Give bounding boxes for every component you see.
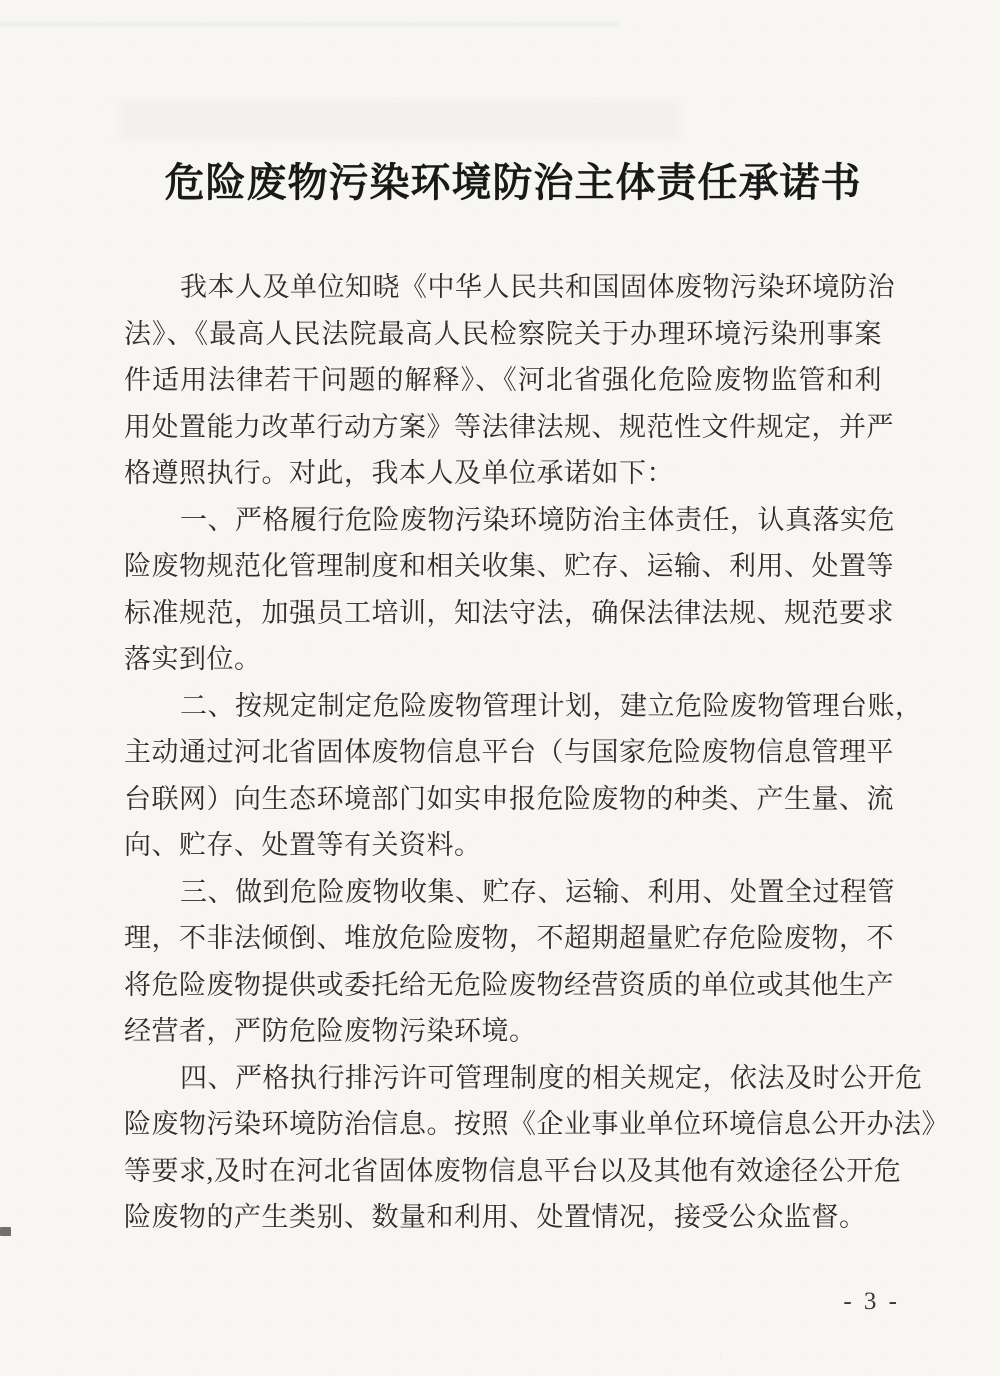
text-line: 等要求,及时在河北省固体废物信息平台以及其他有效途径公开危 xyxy=(124,1155,902,1186)
text-line: 法》、《最高人民法院最高人民检察院关于办理环境污染刑事案 xyxy=(124,318,882,349)
document-title: 危险废物污染环境防治主体责任承诺书 xyxy=(164,160,862,205)
text-line: 我本人及单位知晓《中华人民共和国固体废物污染环境防治 xyxy=(180,272,895,302)
text-line: 落实到位。 xyxy=(124,644,262,674)
text-line: 险废物污染环境防治信息。按照《企业事业单位环境信息公开办法》 xyxy=(124,1109,949,1139)
text-line: 险废物规范化管理制度和相关收集、贮存、运输、利用、处置等 xyxy=(124,551,894,581)
text-line: 二、按规定制定危险废物管理计划，建立危险废物管理台账， xyxy=(180,690,923,721)
page-number: - 3 - xyxy=(843,1288,900,1315)
scan-artifact xyxy=(0,22,620,27)
text-line: 理，不非法倾倒、堆放危险废物，不超期超量贮存危险废物，不 xyxy=(124,923,894,953)
body-text xyxy=(124,264,949,1241)
text-line: 台联网）向生态环境部门如实申报危险废物的种类、产生量、流 xyxy=(124,783,894,814)
scan-artifact xyxy=(0,1227,11,1236)
text-line: 经营者，严防危险废物污染环境。 xyxy=(124,1016,537,1046)
text-line: 用处置能力改革行动方案》等法律法规、规范性文件规定，并严 xyxy=(124,411,894,442)
text-line: 件适用法律若干问题的解释》、《河北省强化危险废物监管和利 xyxy=(124,365,882,395)
text-line: 格遵照执行。对此，我本人及单位承诺如下： xyxy=(124,458,674,488)
scan-artifact xyxy=(120,100,680,140)
text-line: 险废物的产生类别、数量和利用、处置情况，接受公众监督。 xyxy=(124,1202,867,1232)
text-line: 一、严格履行危险废物污染环境防治主体责任，认真落实危 xyxy=(180,504,895,535)
text-line: 向、贮存、处置等有关资料。 xyxy=(124,830,482,860)
text-line: 四、严格执行排污许可管理制度的相关规定，依法及时公开危 xyxy=(180,1062,923,1093)
text-line: 三、做到危险废物收集、贮存、运输、利用、处置全过程管 xyxy=(180,876,895,907)
text-line: 标准规范，加强员工培训，知法守法，确保法律法规、规范要求 xyxy=(124,597,894,628)
text-line: 主动通过河北省固体废物信息平台（与国家危险废物信息管理平 xyxy=(124,737,894,767)
text-line: 将危险废物提供或委托给无危险废物经营资质的单位或其他生产 xyxy=(124,969,894,1000)
